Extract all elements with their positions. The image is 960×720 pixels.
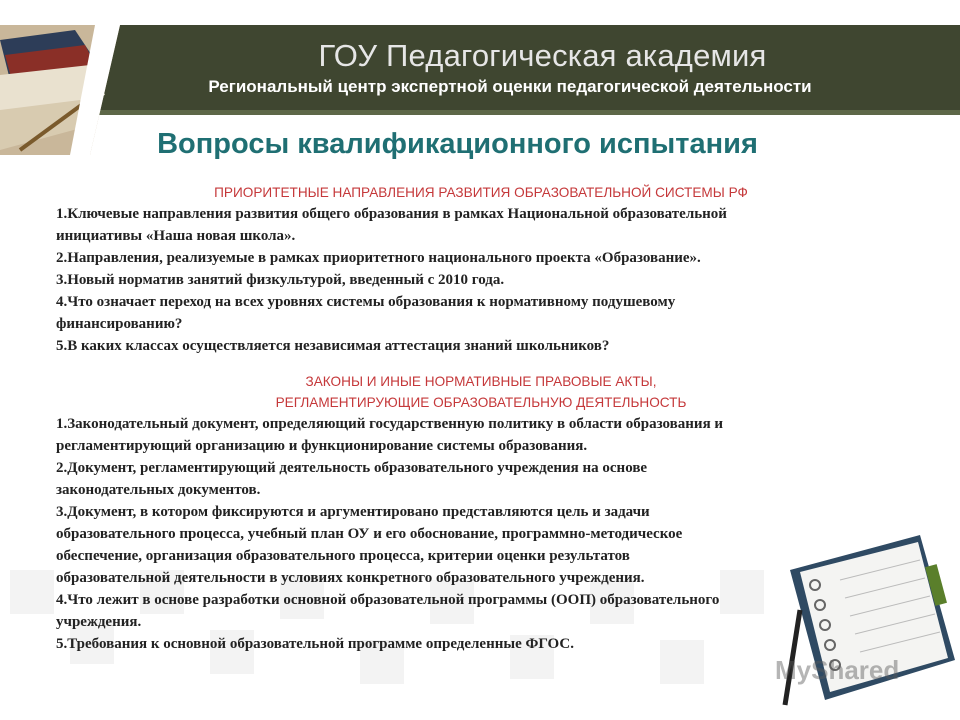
question-item-cont: образовательной деятельности в условиях конкретного образовательного учреждения. xyxy=(56,570,645,586)
question-item: 3.Документ, в котором фиксируются и аргументировано представляются цель и задачи xyxy=(56,504,650,520)
question-item: 1.Ключевые направления развития общего образования в рамках Национальной образовательной xyxy=(56,206,727,222)
question-item-cont: финансированию? xyxy=(56,316,183,332)
question-item: 3.Новый норматив занятий физкультурой, введенный с 2010 года. xyxy=(56,272,505,288)
question-item: 4.Что означает переход на всех уровнях системы образования к нормативному подушевому xyxy=(56,294,676,310)
question-item: 2.Документ, регламентирующий деятельность образовательного учреждения на основе xyxy=(56,460,648,476)
header-title: ГОУ Педагогическая академия xyxy=(318,38,767,73)
header-strip xyxy=(0,110,960,115)
section-priorities xyxy=(56,182,906,357)
question-item-cont: законодательных документов. xyxy=(56,482,261,498)
question-item: 1.Законодательный документ, определяющий государственную политику в области образования и xyxy=(56,416,724,432)
page-title: Вопросы квалификационного испытания xyxy=(157,128,758,160)
section-heading-cont: РЕГЛАМЕНТИРУЮЩИЕ ОБРАЗОВАТЕЛЬНУЮ ДЕЯТЕЛЬНОСТЬ xyxy=(275,395,687,410)
question-item-cont: учреждения. xyxy=(56,614,142,630)
question-item: 5.В каких классах осуществляется независимая аттестация знаний школьников? xyxy=(56,338,610,354)
question-item: 2.Направления, реализуемые в рамках приоритетного национального проекта «Образование». xyxy=(56,250,701,266)
header-subtitle: Региональный центр экспертной оценки педагогической деятельности xyxy=(208,77,812,96)
section-heading: ПРИОРИТЕТНЫЕ НАПРАВЛЕНИЯ РАЗВИТИЯ ОБРАЗОВАТЕЛЬНОЙ СИСТЕМЫ РФ xyxy=(214,185,748,200)
question-list xyxy=(56,203,906,357)
section-heading: ЗАКОНЫ И ИНЫЕ НОРМАТИВНЫЕ ПРАВОВЫЕ АКТЫ, xyxy=(305,374,657,389)
question-item-cont: инициативы «Наша новая школа». xyxy=(56,228,296,244)
question-item: 5.Требования к основной образовательной программе определенные ФГОС. xyxy=(56,636,574,652)
question-item-cont: обеспечение, организация образовательного процесса, критерии оценки результатов xyxy=(56,548,630,564)
watermark: MyShared xyxy=(775,655,900,685)
question-item-cont: регламентирующий организацию и функционирование системы образования. xyxy=(56,438,588,454)
question-item-cont: образовательного процесса, учебный план ОУ и его обоснование, программно-методическое xyxy=(56,526,683,542)
question-item: 4.Что лежит в основе разработки основной образовательной программы (ООП) образовательного xyxy=(56,592,720,608)
